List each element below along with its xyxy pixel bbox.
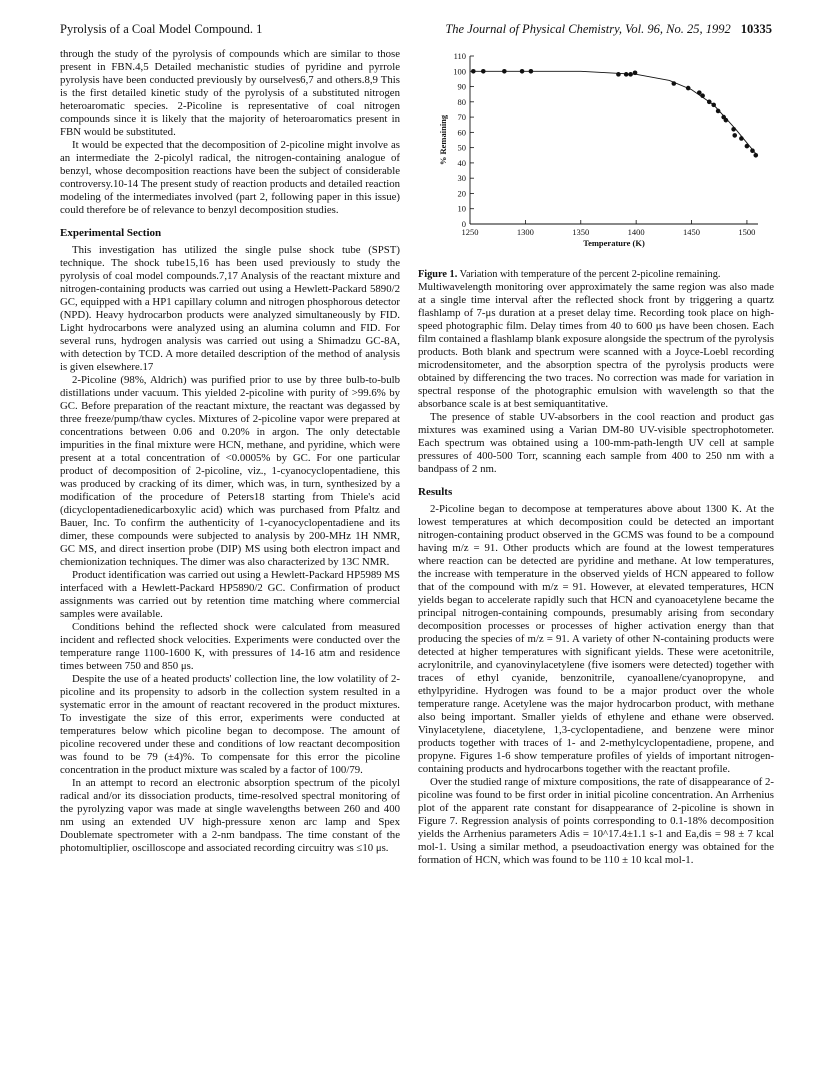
y-tick-label: 50	[457, 142, 466, 153]
data-point	[711, 103, 716, 108]
data-point	[672, 81, 677, 86]
data-point	[724, 118, 729, 123]
experimental-paragraph-3: Product identification was carried out using a Hewlett-Packard HP5989 MS interfaced with a Hewlett-Packard HP5890/2 GC. Confirmation of product assignments was carried out by retention time matching where commercial samples were available.	[60, 569, 400, 620]
data-point	[731, 127, 736, 132]
data-point	[628, 72, 633, 77]
data-point	[739, 136, 744, 141]
experimental-section-heading: Experimental Section	[60, 227, 162, 239]
y-tick-label: 0	[461, 219, 466, 229]
y-tick-label: 100	[453, 66, 466, 77]
methods-paragraph-2: The presence of stable UV-absorbers in the cool reaction and product gas mixtures was examined using a Varian DM-80 UV-visible spectrophotometer. Each spectrum was obtained using a 100-mm-path-length UV cell at sample pressures of 400-500 Torr, scanning each sample from 400 to 250 nm with a bandpass of 2 nm.	[418, 411, 774, 475]
page-number: 10335	[740, 22, 772, 36]
experimental-paragraph-6: In an attempt to record an electronic absorption spectrum of the picolyl radical and/or its dissociation products, time-resolved spectral monitoring of the pyrolyzing vapor was made at single wavelengths between 260 and 400 nm using an extended UV high-pressure xenon arc lamp and Spex Doublemate spectrometer with a 2-nm bandpass. The time constant of the photomultiplier, oscilloscope and associated recording circuitry was ≤10 μs.	[60, 777, 400, 854]
running-title: Pyrolysis of a Coal Model Compound. 1	[60, 22, 263, 36]
figure-caption	[418, 268, 774, 281]
y-tick-label: 70	[457, 112, 466, 123]
data-point	[686, 86, 691, 91]
methods-paragraph-1: Multiwavelength monitoring over approximately the same region was also made at a single time interval after the reflected shock front by triggering a quartz flashlamp of 7-μs duration at a preset delay time. Recording took place on high-speed photographic film. Delay times from 40 to 600 μs have been chosen. Each film contained a flashlamp blank exposure alongside the spectrum of the pyrolysis products. Both blank and spectrum were scanned with a Joyce-Loebl recording microdensitometer, and the absorption spectra of the pyrolysis products were obtained by differencing the two traces. No correction was made for variation in spectral response of the photographic emulsion with wavelength so that the absorbance scale is at best semiquantitative.	[418, 281, 774, 410]
data-point	[716, 109, 721, 114]
data-point	[520, 69, 525, 74]
journal-name: The Journal of Physical Chemistry, Vol. 96, No. 25, 1992	[445, 22, 731, 36]
data-point	[750, 148, 755, 153]
data-point	[732, 133, 737, 138]
results-section-heading: Results	[418, 486, 453, 498]
y-tick-label: 110	[453, 51, 466, 61]
data-point	[707, 100, 712, 105]
right-column	[418, 48, 774, 867]
x-tick-label: 1500	[738, 227, 756, 237]
x-tick-label: 1400	[627, 227, 645, 237]
y-tick-label: 90	[457, 81, 466, 92]
data-point	[471, 69, 476, 74]
left-column	[60, 48, 400, 855]
figure-caption-label: Figure 1.	[418, 269, 458, 280]
fit-curve	[472, 71, 756, 153]
journal-citation	[445, 22, 772, 37]
experimental-paragraph-1: This investigation has utilized the single pulse shock tube (SPST) technique. The shock tube15,16 has been used previously to study the pyrolysis of coal model compounds.7,17 Analysis of the reactant mixture and nitrogen-containing products was carried out using a Hewlett-Packard 5890/2 GC, equipped with a HP1 capillary column and nitrogen phosphorous detector (NPD). Heavy hydrocarbon products were analyzed simultaneously by FID. Light hydrocarbons were analyzed using an alumina column and FID. For several runs, hydrogen analysis was carried out using a Shimadzu GC-8A, with detection by TCD. A more detailed description of the method of analysis is given elsewhere.17	[60, 244, 400, 373]
data-point	[529, 69, 534, 74]
page-header	[60, 22, 772, 40]
y-tick-label: 30	[457, 173, 466, 184]
data-point	[624, 72, 629, 77]
data-point	[700, 93, 705, 98]
data-point	[502, 69, 507, 74]
experimental-paragraph-4: Conditions behind the reflected shock were calculated from measured incident and reflected shock velocities. Experiments were conducted over the temperature range 1100-1600 K, with pressures of 14-16 atm and residence times between 750 and 850 μs.	[60, 621, 400, 672]
y-tick-label: 80	[457, 96, 466, 107]
y-axis-label: % Remaining	[438, 114, 448, 166]
remaining-vs-temperature-chart	[418, 48, 774, 260]
x-tick-label: 1300	[516, 227, 534, 237]
figure-1	[418, 48, 774, 260]
experimental-paragraph-5: Despite the use of a heated products' collection line, the low volatility of 2-picoline and its propensity to adsorb in the collection system resulted in a systematic error in the amount of reactant recovered in the product mixtures. To investigate the size of this error, experiments were conducted at temperatures below which picoline began to decompose. The amount of picoline recovered under these and conditions of low reactant decomposition was found to be 79 (±4)%. To compensate for this error the picoline concentration in the product mixture was scaled by a factor of 100/79.	[60, 673, 400, 776]
experimental-paragraph-2: 2-Picoline (98%, Aldrich) was purified prior to use by three bulb-to-bulb distillations under vacuum. This yielded 2-picoline with purity of >99.6% by GC. Before preparation of the reactant mixture, the reactant was degassed by three freeze/pump/thaw cycles. Mixtures of 2-picoline vapor were prepared at concentrations between 0.06 and 0.20% in argon. The only detectable impurities in the final mixture were HCN, methane, and pyridine, which were present at a total concentration of <0.0005% by GC. For one particular product of decomposition of 2-picoline, viz., 1-cyanocyclopentadiene, this was produced by cracking of its dimer, which was, in turn, synthesized by a modification of the procedure of Peters18 starting from Thiele's acid (dicyclopentadienedicarboxylic acid) which was purchased from Pfaltz and Bauer, Inc. To confirm the authenticity of 1-cyanocyclopentadiene and its dimer, these compounds were subjected to analysis by 200-MHz 1H NMR, GC MS, and direct insertion probe (DIP) MS using both electron impact and chemionization techniques. The dimer was also characterized by 13C NMR.	[60, 374, 400, 568]
figure-caption-text: Variation with temperature of the percent 2-picoline remaining.	[459, 269, 721, 280]
data-point	[633, 71, 638, 76]
x-tick-label: 1450	[683, 227, 701, 237]
y-tick-label: 10	[457, 203, 466, 214]
data-point	[745, 144, 750, 149]
y-tick-label: 60	[457, 127, 466, 138]
data-point	[616, 72, 621, 77]
x-tick-label: 1250	[461, 227, 479, 237]
results-paragraph-1: 2-Picoline began to decompose at temperatures above about 1300 K. At the lowest temperatures at which decomposition could be detected an important nitrogen-containing product observed in the GCMS was found to be a compound having m/z = 91. Other products which are found at the lowest temperatures where reaction can be detected are pyridine and methane. At low temperatures, the increase with temperature in the observed yields of HCN appeared to follow that of the compound with m/z = 91. However, at elevated temperatures, HCN yields began to accelerate rapidly such that HCN and cyanoacetylene became the principal nitrogen-containing compounds, presumably arising from secondary decomposition processes or processes of higher activation energy than that producing the species of m/z = 91. A variety of other N-containing products were detected at higher temperatures with significant yields. These were acetonitrile, acrylonitrile, and cyanovinylacetylene (five isomers were detected) together with traces of ethyl cyanide, benzonitrile, cyanoallene/cyanopropyne, and ethylpyridine. Hydrogen was found to be a major product over the whole temperature range. Acetylene was the major hydrocarbon product, with methane also being important. Smaller yields of ethylene and ethane were observed. Vinylacetylene, diacetylene, 1,3-cyclopentadiene, and benzene were minor products together with traces of 1- and 2-methylcyclopentadiene, propene, and propyne. Figures 1-6 show temperature profiles of yields of important nitrogen-containing products and hydrocarbons together with the reactant profile.	[418, 503, 774, 775]
intro-paragraph-1: through the study of the pyrolysis of compounds which are similar to those present in FBN.4,5 Detailed mechanistic studies of pyridine and pyrrole pyrolysis have been conducted previously by ourselves6,7 and others.8,9 This is the first detailed kinetic study of the pyrolysis of a substituted nitrogen heteroaromatic species. 2-Picoline is representative of coal nitrogen compounds since it is likely that the majority of heteroaromatics present in FBN would be substituted.	[60, 48, 400, 138]
results-paragraph-2: Over the studied range of mixture compositions, the rate of disappearance of 2-picoline was found to be first order in initial picoline concentration. An Arrhenius plot of the apparent rate constant for disappearance of 2-picoline is shown in Figure 7. Regression analysis of points corresponding to 0.1-18% decomposition yields the Arrhenius parameters Adis = 10^17.4±1.1 s-1 and Ea,dis = 98 ± 7 kcal mol-1. Using a similar method, a pseudoactivation energy was obtained for the formation of HCN, which was found to be 110 ± 10 kcal mol-1.	[418, 776, 774, 866]
intro-paragraph-2: It would be expected that the decomposition of 2-picoline might involve as an intermediate the 2-picolyl radical, the nitrogen-containing analogue of benzyl, whose decomposition reactions have been the subject of considerable controversy.10-14 The present study of reaction products and detailed reaction modeling of the intermediates involved (part 2, following paper in this issue) could therefore be of relevance to benzyl decomposition studies.	[60, 139, 400, 216]
y-tick-label: 40	[457, 157, 466, 168]
y-tick-label: 20	[457, 188, 466, 199]
x-tick-label: 1350	[572, 227, 590, 237]
data-point	[481, 69, 486, 74]
data-point	[753, 153, 758, 158]
x-axis-label: Temperature (K)	[583, 238, 645, 248]
